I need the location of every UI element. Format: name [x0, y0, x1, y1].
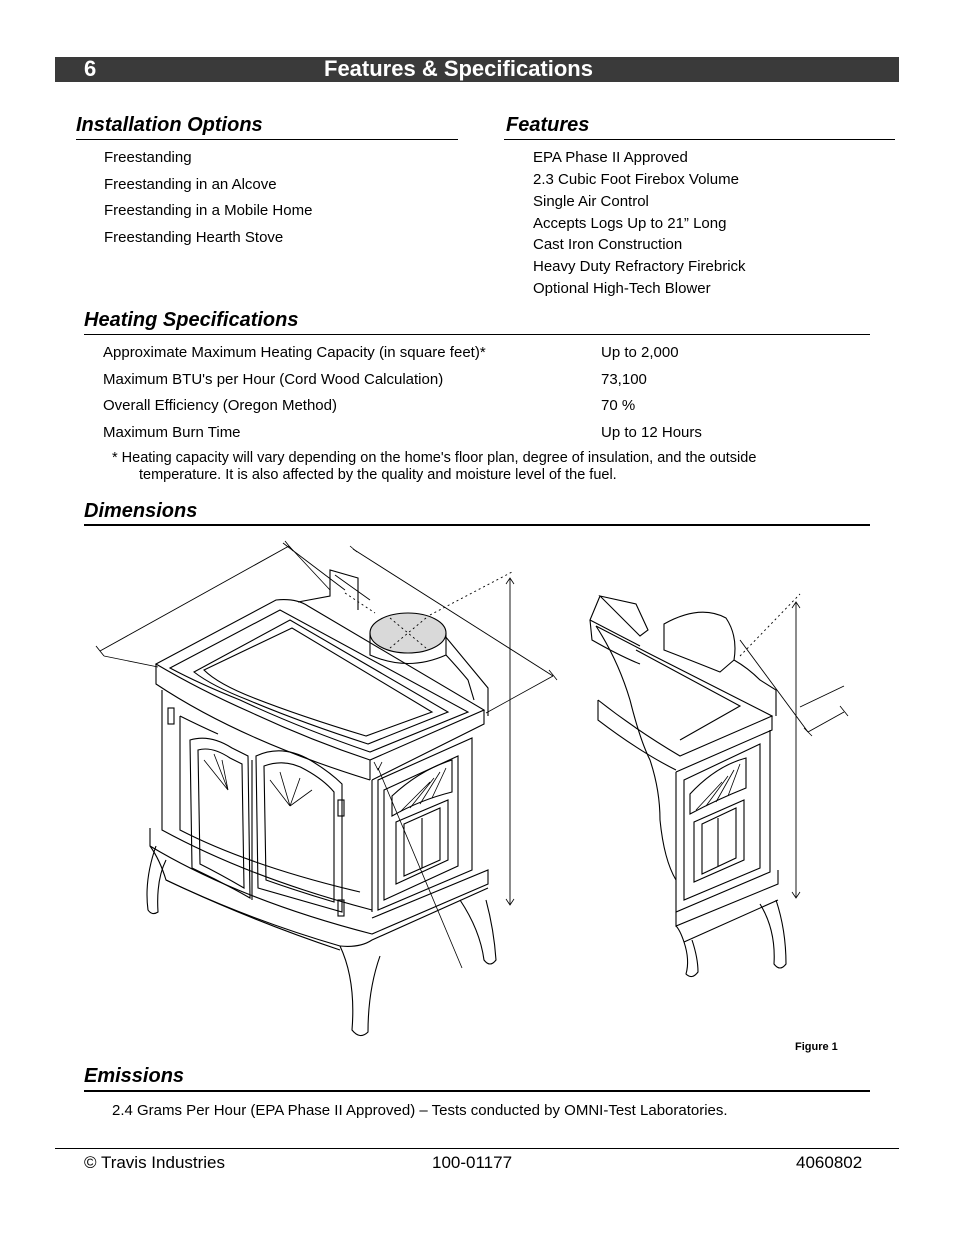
installation-option-item: Freestanding Hearth Stove — [104, 229, 284, 246]
installation-options-heading: Installation Options — [76, 114, 263, 136]
spec-label: Maximum Burn Time — [103, 424, 241, 441]
footer-company: © Travis Industries — [84, 1153, 226, 1172]
heating-specifications-heading: Heating Specifications — [84, 309, 299, 331]
left-stove-drawing — [147, 570, 496, 1036]
spec-value: Up to 12 Hours — [601, 424, 702, 441]
spec-label: Overall Efficiency (Oregon Method) — [103, 397, 337, 414]
spec-value: Up to 2,000 — [601, 344, 679, 361]
feature-item: Cast Iron Construction — [533, 236, 683, 253]
figure-label: Figure 1 — [795, 1041, 838, 1053]
height-dimension-line — [506, 578, 514, 905]
installation-option-item: Freestanding in a Mobile Home — [104, 202, 313, 219]
footer-rule — [55, 1148, 899, 1149]
dimensions-heading: Dimensions — [84, 500, 198, 522]
spec-value: 70 % — [601, 397, 636, 414]
spec-label: Maximum BTU's per Hour (Cord Wood Calculation) — [103, 371, 444, 388]
emissions-rule — [84, 1090, 870, 1092]
footer-part-number: 100-01177 — [432, 1153, 513, 1172]
page-number: 6 — [84, 56, 97, 81]
feature-item: EPA Phase II Approved — [533, 149, 688, 166]
page-title: Features & Specifications — [324, 56, 593, 81]
footer-document-code: 4060802 — [796, 1153, 863, 1172]
features-heading: Features — [506, 114, 590, 136]
feature-item: Single Air Control — [533, 193, 649, 210]
installation-option-item: Freestanding — [104, 149, 192, 166]
right-stove-drawing — [590, 594, 848, 977]
feature-item: Accepts Logs Up to 21” Long — [533, 215, 727, 232]
spec-value: 73,100 — [601, 371, 647, 388]
feature-item: Optional High-Tech Blower — [533, 280, 711, 297]
width-dimension-line — [96, 541, 330, 667]
feature-item: 2.3 Cubic Foot Firebox Volume — [533, 171, 739, 188]
heating-note-line: temperature. It is also affected by the quality and moisture level of the fuel. — [139, 467, 617, 483]
heating-note-line: * Heating capacity will vary depending on the home's floor plan, degree of insulation, and the outside — [112, 450, 757, 466]
installation-option-item: Freestanding in an Alcove — [104, 176, 277, 193]
emissions-heading: Emissions — [84, 1065, 185, 1087]
spec-label: Approximate Maximum Heating Capacity (in square feet)* — [103, 344, 486, 361]
leader-line — [378, 768, 462, 968]
emissions-text: 2.4 Grams Per Hour (EPA Phase II Approved) – Tests conducted by OMNI-Test Laboratories. — [112, 1102, 728, 1119]
feature-item: Heavy Duty Refractory Firebrick — [533, 258, 746, 275]
